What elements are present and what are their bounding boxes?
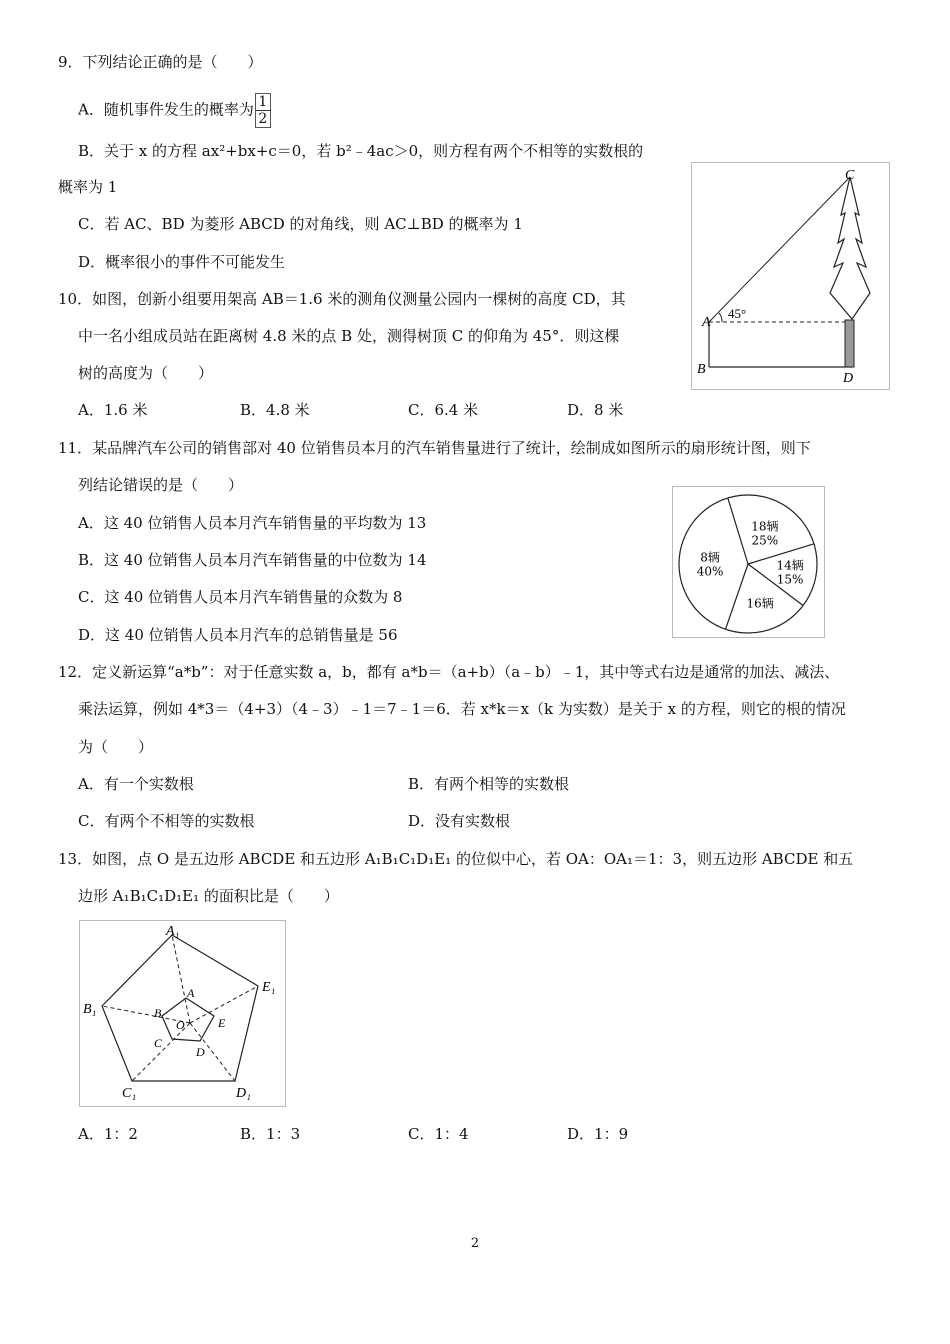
pie-slice-label: 8辆 (700, 550, 720, 565)
page-number: 2 (470, 1236, 480, 1251)
q10-line1: 10．如图，创新小组要用架高 AB＝1.6 米的测角仪测量公园内一棵树的高度 CD，其 (58, 290, 626, 308)
q13-label-d: D (196, 1045, 205, 1059)
q11-pie-chart (673, 487, 824, 637)
q11-pie-chart-figure (672, 486, 825, 638)
q11-option-a: A．这 40 位销售人员本月汽车销售量的平均数为 13 (78, 514, 427, 532)
q13-rays (102, 935, 258, 1081)
pie-slice-percent: 40% (696, 564, 724, 579)
q13-pentagon-figure (79, 920, 286, 1107)
pie-slice-label: 18辆 (751, 519, 779, 534)
q9-option-d: D．概率很小的事件不可能发生 (78, 253, 286, 271)
q10-line3: 树的高度为（ ） (78, 364, 214, 382)
q13-ray-a (172, 935, 190, 1023)
q9-fraction-denominator: 2 (256, 110, 270, 127)
q9-option-a (78, 93, 271, 128)
q13-label-c: C (154, 1036, 163, 1050)
q10-label-b: B (697, 362, 706, 377)
q13-label-a1: A₁ (166, 924, 180, 939)
q13-option-a: A．1：2 (78, 1125, 138, 1143)
q13-label-e1: E₁ (262, 980, 276, 995)
q10-tree-crown (830, 177, 870, 319)
q13-label-c1: C₁ (122, 1086, 137, 1101)
q10-line-ac (709, 177, 850, 322)
q9-fraction (255, 93, 271, 128)
q11-line2: 列结论错误的是（ ） (78, 476, 244, 494)
pie-slice-label: 16辆 (746, 596, 774, 611)
q11-option-d: D．这 40 位销售人员本月汽车的总销售量是 56 (78, 626, 398, 644)
q12-line3: 为（ ） (78, 738, 154, 756)
q10-tree-trunk (845, 320, 854, 367)
q13-line1: 13．如图，点 O 是五边形 ABCDE 和五边形 A₁B₁C₁D₁E₁ 的位似中心，若 OA：OA₁＝1：3，则五边形 ABCDE 和五 (58, 850, 854, 868)
q10-label-d: D (843, 371, 854, 386)
q11-option-c: C．这 40 位销售人员本月汽车销售量的众数为 8 (78, 588, 403, 606)
q10-label-c: C (845, 168, 855, 183)
q11-option-b: B．这 40 位销售人员本月汽车销售量的中位数为 14 (78, 551, 427, 569)
q13-label-o: O (176, 1018, 185, 1032)
q13-option-d: D．1：9 (567, 1125, 629, 1143)
pie-slice-percent: 15% (776, 572, 804, 587)
q13-label-b: B (154, 1006, 162, 1020)
q13-label-a: A (187, 986, 195, 1000)
q12-line2: 乘法运算，例如 4*3＝（4+3）（4﹣3）﹣1＝7﹣1＝6．若 x*k＝x（k 为实数）是关于 x 的方程，则它的根的情况 (78, 700, 846, 718)
q13-label-e: E (218, 1016, 226, 1030)
q12-option-d: D．没有实数根 (408, 812, 511, 830)
q9-option-a-text: A．随机事件发生的概率为 (78, 100, 254, 119)
q10-line2: 中一名小组成员站在距离树 4.8 米的点 B 处，测得树顶 C 的仰角为 45°．则这棵 (78, 327, 620, 345)
q13-label-d1: D₁ (236, 1086, 251, 1101)
q9-option-b-line2: 概率为 1 (58, 178, 118, 196)
q10-tree-diagram (692, 163, 889, 389)
q9-stem: 9．下列结论正确的是（ ） (58, 53, 263, 71)
q13-inner-pentagon (162, 998, 214, 1041)
q11-line1: 11．某品牌汽车公司的销售部对 40 位销售员本月的汽车销售量进行了统计，绘制成如图所示的扇形统计图，则下 (58, 439, 811, 457)
q12-option-b: B．有两个相等的实数根 (408, 775, 570, 793)
q13-outer-pentagon (102, 935, 258, 1081)
q10-option-c: C．6.4 米 (408, 401, 479, 419)
q13-label-b1: B₁ (83, 1002, 97, 1017)
q10-option-a: A．1.6 米 (78, 401, 148, 419)
q10-angle-label: 45° (728, 306, 747, 321)
q9-fraction-numerator: 1 (258, 94, 268, 110)
q13-option-b: B．1：3 (240, 1125, 301, 1143)
q10-label-a: A (702, 315, 711, 330)
pie-slice-label: 14辆 (776, 558, 804, 573)
q10-tree-figure (691, 162, 890, 390)
q10-angle-arc (719, 313, 722, 322)
q10-option-b: B．4.8 米 (240, 401, 310, 419)
q13-option-c: C．1：4 (408, 1125, 469, 1143)
q13-line2: 边形 A₁B₁C₁D₁E₁ 的面积比是（ ） (78, 887, 339, 905)
q12-option-c: C．有两个不相等的实数根 (78, 812, 255, 830)
q12-option-a: A．有一个实数根 (78, 775, 194, 793)
q13-pentagon-diagram (80, 921, 285, 1106)
q10-option-d: D．8 米 (567, 401, 624, 419)
q9-option-b-line1: B．关于 x 的方程 ax²+bx+c＝0，若 b²﹣4ac＞0，则方程有两个不相等的实数根的 (78, 142, 644, 160)
pie-slice-percent: 25% (751, 533, 779, 548)
q9-option-c: C．若 AC、BD 为菱形 ABCD 的对角线，则 AC⊥BD 的概率为 1 (78, 215, 523, 233)
q12-line1: 12．定义新运算“a*b”：对于任意实数 a，b，都有 a*b＝（a+b）（a﹣b）﹣1，其中等式右边是通常的加法、减法、 (58, 663, 840, 681)
